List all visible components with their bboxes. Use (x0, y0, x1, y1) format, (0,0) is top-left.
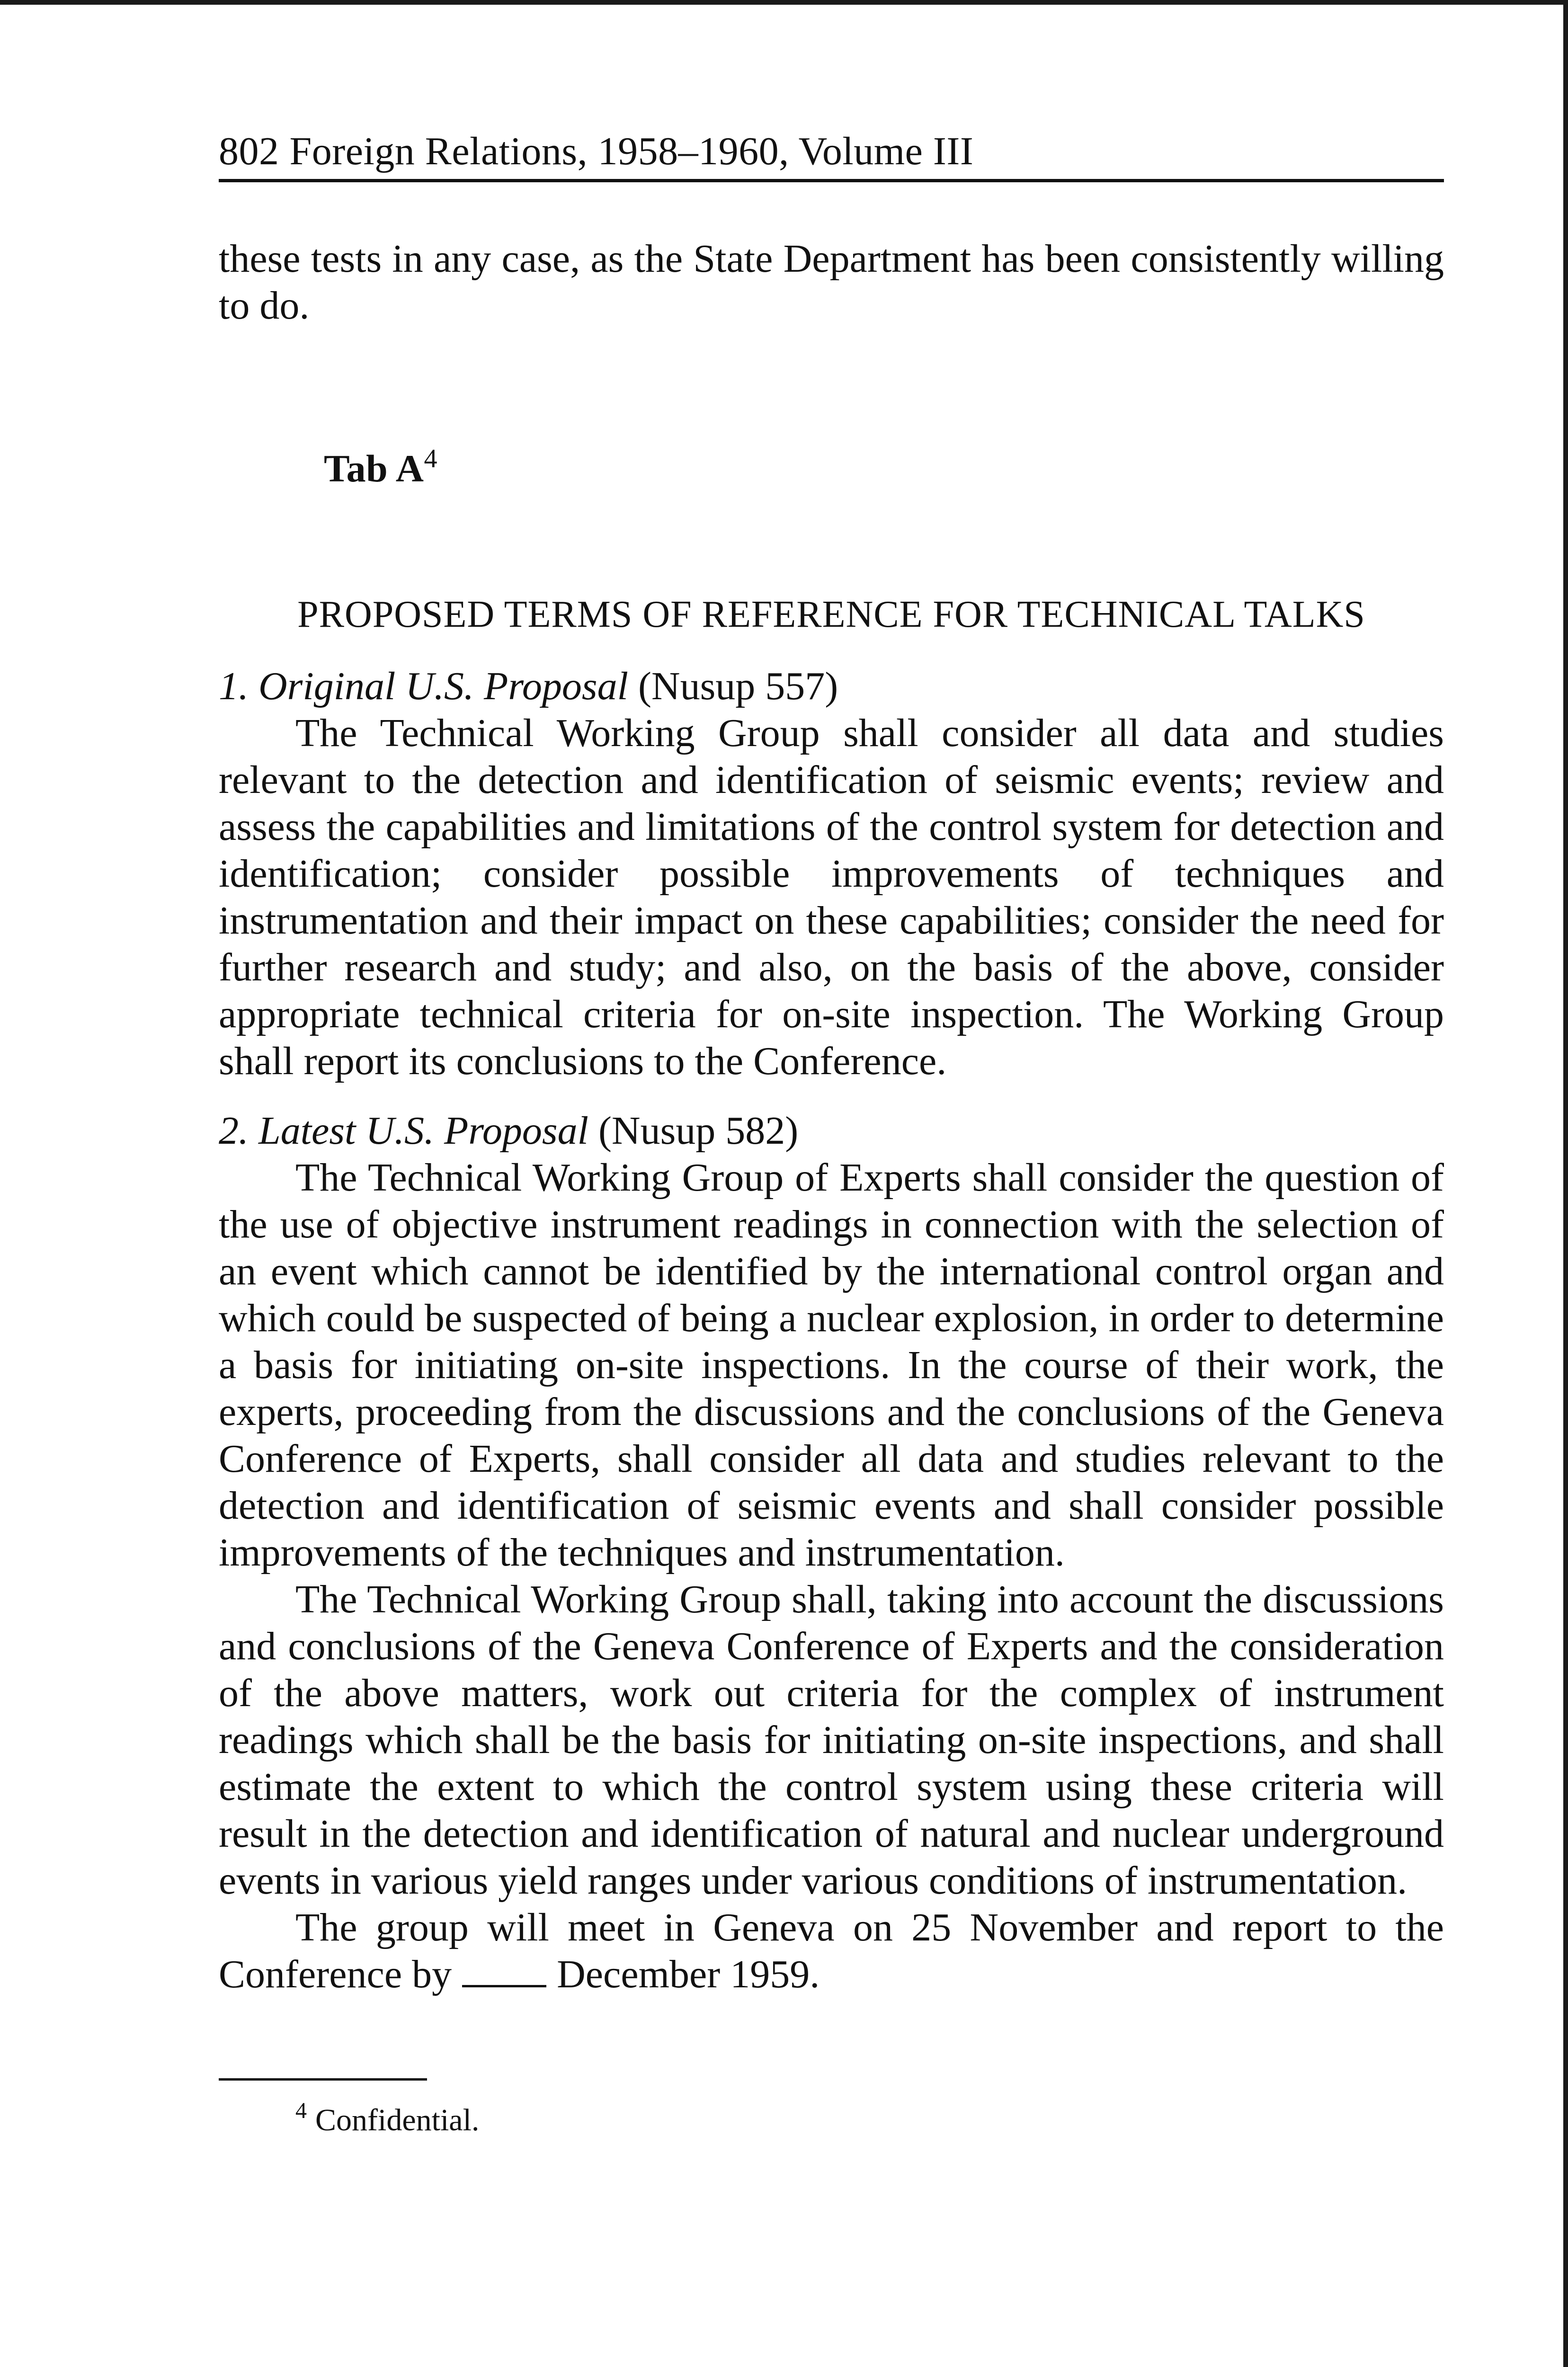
section-heading-2 (219, 1107, 1444, 1154)
section-2-paragraph-1: The Technical Working Group of Experts shall consider the question of the use of objective instrument readings in connection with the selection of an event which cannot be identified by the international control organ and which could be suspected of being a nuclear explosion, in order to determine a basis for initiating on-site inspections. In the course of their work, the experts, proceeding from the discussions and the conclusions of the Geneva Conference of Experts, shall consider all data and studies relevant to the detection and identification of seismic events and shall consider possible improvements of the techniques and instrumentation. (219, 1156, 1444, 1575)
section-1-paragraph-1: The Technical Working Group shall consider all data and studies relevant to the detection and identification of seismic events; review and assess the capabilities and limitations of the control system for detection and identification; consider possible improvements of techniques and instrumentation and their impact on these capabilities; consider the need for further research and study; and also, on the basis of the above, consider appropriate technical criteria for on-site inspection. The Working Group shall report its conclusions to the Conference. (219, 711, 1444, 1083)
document-title: PROPOSED TERMS OF REFERENCE FOR TECHNICAL TALKS (297, 594, 1365, 635)
footnote-number: 4 (295, 2098, 307, 2123)
tab-heading (219, 445, 1444, 492)
footnote-reference: 4 (424, 444, 437, 473)
continuation-paragraph: these tests in any case, as the State Department has been consistently willing to do. (219, 237, 1444, 328)
footnote-rule (219, 2078, 427, 2081)
scan-edge-top (0, 0, 1568, 5)
closing-text-after-blank: December 1959. (557, 1952, 820, 1996)
scan-edge-right (1563, 0, 1568, 2367)
footnote (219, 2098, 1444, 2139)
page-number: 802 (219, 129, 279, 173)
running-head-title: Foreign Relations, 1958–1960, Volume III (289, 129, 974, 173)
section-label: Latest U.S. Proposal (258, 1109, 588, 1153)
section-label: Original U.S. Proposal (258, 664, 628, 708)
section-2-paragraph-2: The Technical Working Group shall, taking into account the discussions and conclusions of the Geneva Conference of Experts and the consideration of the above matters, work out criteria for the complex of instrument readings which shall be the basis for initiating on-site inspections, and shall estimate the extent to which the control system using these criteria will result in the detection and identification of natural and nuclear underground events in various yield ranges under various conditions of instrumentation. (219, 1577, 1444, 1903)
running-head (219, 128, 1444, 175)
footnote-text: Confidential. (315, 2103, 480, 2137)
header-rule (219, 179, 1444, 182)
tab-label: Tab A (324, 447, 424, 490)
closing-text-before-blank: The group will meet in Geneva on 25 November and report to the Conference by (219, 1905, 1444, 1996)
section-number: 1. (219, 664, 249, 708)
section-reference: (Nusup 582) (598, 1109, 799, 1153)
date-blank-line (462, 1954, 546, 1987)
document-page (219, 128, 1444, 2139)
section-number: 2. (219, 1109, 249, 1153)
section-reference: (Nusup 557) (638, 664, 838, 708)
section-heading-1 (219, 663, 1444, 710)
section-2-closing-paragraph (219, 1904, 1444, 1998)
